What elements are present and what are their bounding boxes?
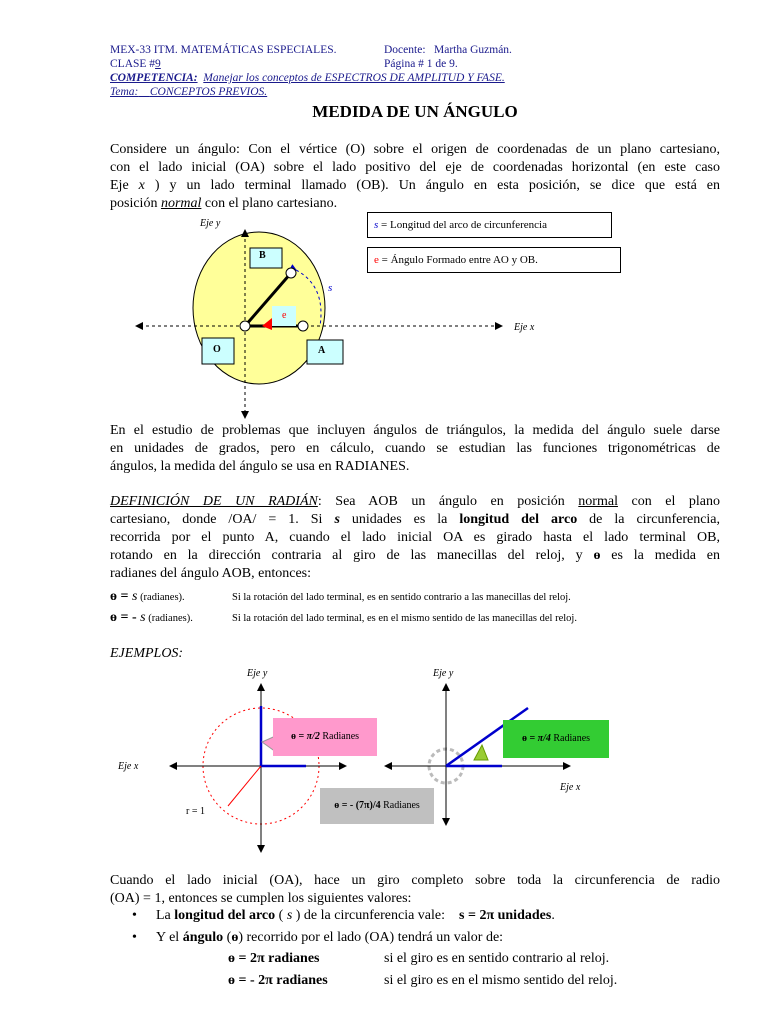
- bullet-angle: [132, 930, 503, 946]
- legend-e-symbol: e: [374, 254, 379, 266]
- b1-text: ) de la circunferencia vale:: [292, 908, 449, 923]
- ex2-unit: Radianes: [380, 800, 420, 811]
- b1-value: s = 2π unidades: [459, 908, 552, 923]
- fig1-eje-x: Eje x: [514, 322, 535, 333]
- course-name: MEX-33 ITM. MATEMÁTICAS ESPECIALES.: [110, 44, 337, 56]
- page-indicator: Página # 1 de 9.: [384, 58, 458, 70]
- closing-line-1: Cuando el lado inicial (OA), hace un giro completo sobre toda la circunferencia de radio: [110, 873, 720, 888]
- intro-line-3-rest: ) y un lado terminal llamado (OB). Un ángulo en esta posición, se dice que está en: [144, 178, 721, 193]
- value-cw: [228, 973, 328, 989]
- value-ccw-eq: ɵ = 2π radianes: [228, 951, 320, 966]
- b1-period: .: [551, 908, 555, 923]
- ex1-unit: Radianes: [319, 731, 360, 742]
- definition-l2d: de la circunferencia,: [577, 512, 721, 527]
- teacher-label: Docente:: [384, 44, 426, 56]
- rule-ccw-theta: ɵ =: [110, 589, 132, 604]
- b2-paren: (: [223, 930, 232, 945]
- definition-theta: ɵ: [593, 548, 601, 563]
- definition-l2a: cartesiano, donde /OA/ = 1. Si: [110, 512, 335, 527]
- rule-ccw-s: s: [131, 589, 138, 604]
- ex2-eje-x: Eje x: [560, 782, 581, 793]
- ex1-box: [273, 718, 377, 756]
- study-line-1: En el estudio de problemas que incluyen ángulos de triángulos, la medida del ángulo suele darse: [110, 423, 720, 438]
- definition-heading: DEFINICIÓN DE UN RADIÁN: [110, 494, 318, 509]
- intro-line-2: con el lado inicial (OA) sobre el lado positivo del eje de coordenadas horizontal (en este caso: [110, 160, 720, 175]
- teacher-name: Martha Guzmán.: [434, 44, 512, 56]
- value-cw-eq: ɵ = - 2π radianes: [228, 973, 328, 988]
- b1-paren: (: [275, 908, 287, 923]
- ex3-box: [503, 720, 609, 758]
- definition-l1c: con el plano: [617, 494, 721, 509]
- study-line-2: en unidades de grados, pero en cálculo, cuando se estudian las funciones trigonométricas de: [110, 441, 720, 456]
- bullet-dot-2: •: [132, 930, 137, 945]
- definition-l2b: unidades es la: [339, 512, 460, 527]
- intro-eje: Eje: [110, 178, 139, 193]
- definition-s: s: [334, 512, 340, 527]
- fig1-label-b: B: [259, 250, 266, 261]
- examples-heading: EJEMPLOS:: [110, 646, 184, 661]
- closing-line-2: (OA) = 1, entonces se cumplen los siguientes valores:: [110, 891, 412, 906]
- definition-l1a: Sea AOB un ángulo en posición: [321, 494, 579, 509]
- ex2-arrow: [474, 745, 488, 760]
- fig1-label-s: s: [328, 282, 333, 294]
- ex1-eje-y: Eje y: [247, 668, 268, 679]
- ex2-eje-y: Eje y: [433, 668, 454, 679]
- tema-label: Tema:: [110, 86, 139, 98]
- tema-text: CONCEPTOS PREVIOS.: [149, 86, 268, 98]
- value-cw-text: si el giro es en el mismo sentido del reloj.: [384, 973, 618, 988]
- intro-normal: normal: [160, 196, 202, 211]
- b1-s: s: [286, 908, 293, 923]
- competencia-text: Manejar los conceptos de ESPECTROS DE AMPLITUD Y FASE.: [203, 72, 505, 84]
- fig1-label-e: e: [282, 310, 287, 321]
- legend-e-text: = Ángulo Formado entre AO y OB.: [378, 254, 538, 266]
- b1-la: La: [156, 908, 175, 923]
- closing-paragraph: [110, 872, 720, 908]
- class-label: CLASE #: [110, 58, 156, 70]
- ex3-value: π/4: [537, 733, 551, 744]
- ex2-box: [320, 788, 434, 824]
- fig1-label-o: O: [213, 344, 221, 355]
- ex3-theta: ɵ =: [521, 733, 538, 744]
- intro-line-1: Considere un ángulo: Con el vértice (O) sobre el origen de coordenadas de un plano cartesiano,: [110, 142, 720, 157]
- ex1-theta: ɵ =: [290, 731, 307, 742]
- legend-s-symbol: s: [374, 219, 379, 231]
- definition-l4a: rotando en la dirección contraria al giro de las manecillas del reloj, y: [110, 548, 594, 563]
- rule-cw-unit: (radianes).: [145, 613, 193, 624]
- intro-line-4-rest: con el plano cartesiano.: [201, 196, 338, 211]
- ex2-value: ɵ = - (7π)/4: [334, 800, 381, 811]
- value-ccw: [228, 951, 320, 967]
- fig1-label-a: A: [318, 345, 326, 356]
- fig1-eje-y: Eje y: [200, 218, 221, 229]
- rule-cw-theta: ɵ = -: [110, 610, 141, 625]
- rule-cw-s: s: [140, 610, 146, 625]
- definition-l4b: es la medida en: [600, 548, 721, 563]
- bullet-dot-1: •: [132, 908, 137, 923]
- b2-y-el: Y el: [156, 930, 183, 945]
- page-title: MEDIDA DE UN ÁNGULO: [312, 102, 518, 121]
- b2-angle: ángulo: [182, 930, 224, 945]
- b1-arc-length: longitud del arco: [174, 908, 276, 923]
- intro-x: x: [138, 178, 145, 193]
- ex1-radius: [228, 766, 261, 806]
- definition-normal: normal: [578, 494, 618, 509]
- definition-line-3: recorrida por el punto A, cuando el lado inicial OA es girado hasta el lado terminal OB,: [110, 530, 720, 545]
- b2-text: ) recorrido por el lado (OA) tendrá un valor de:: [238, 930, 504, 945]
- study-line-3: ángulos, la medida del ángulo se usa en RADIANES.: [110, 459, 410, 474]
- class-number: 9: [155, 58, 161, 70]
- definition-arc-length: longitud del arco: [459, 512, 578, 527]
- legend-s-text: = Longitud del arco de circunferencia: [378, 219, 547, 231]
- rule-ccw-unit: (radianes).: [137, 592, 185, 603]
- definition-line-5: radianes del ángulo AOB, entonces:: [110, 566, 312, 581]
- ex1-eje-x: Eje x: [118, 761, 139, 772]
- ex1-value: π/2: [306, 731, 320, 742]
- definition-colon: :: [317, 494, 322, 509]
- intro-posicion: posición: [110, 196, 161, 211]
- bullet-arc-length: [132, 908, 555, 924]
- b2-theta: ɵ: [231, 930, 239, 945]
- rule-cw-text: Si la rotación del lado terminal, es en el mismo sentido de las manecillas del reloj.: [232, 613, 577, 624]
- ex3-unit: Radianes: [550, 733, 591, 744]
- ex1-radius-label: r = 1: [186, 806, 205, 817]
- competencia-label: COMPETENCIA:: [110, 72, 198, 84]
- rule-ccw-text: Si la rotación del lado terminal, es en sentido contrario a las manecillas del reloj.: [232, 592, 571, 603]
- value-ccw-text: si el giro es en sentido contrario al reloj.: [384, 951, 610, 966]
